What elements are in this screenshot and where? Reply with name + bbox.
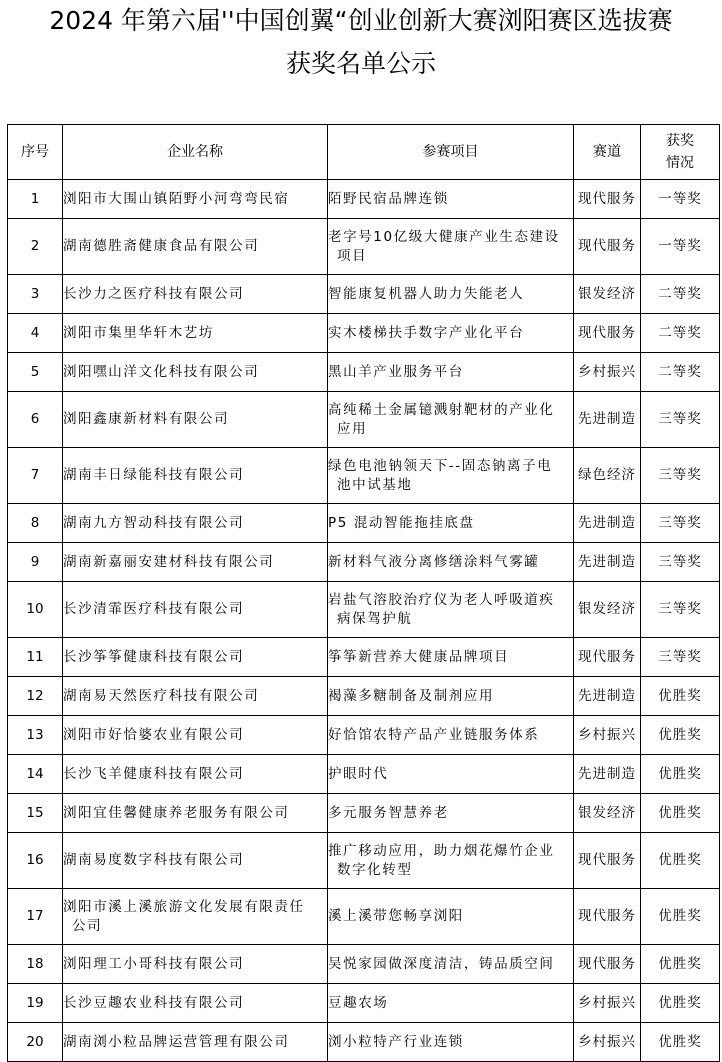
project-cell (328, 448, 574, 504)
company-name: 湖南丰日绿能科技有限公司 (63, 467, 245, 483)
table-row (8, 638, 720, 677)
award-cell: 优胜奖 (641, 889, 720, 945)
company-name-cell (63, 638, 328, 677)
project-cell (328, 716, 574, 755)
table-row (8, 275, 720, 314)
company-name-cell (63, 448, 328, 504)
track-cell: 现代服务 (574, 833, 641, 889)
row-number: 11 (8, 638, 63, 677)
track-cell: 现代服务 (574, 889, 641, 945)
table-row (8, 945, 720, 984)
row-number: 20 (8, 1023, 63, 1062)
project-name: 好恰馆农特产品产业链服务体系 (328, 726, 540, 743)
company-name: 长沙力之医疗科技有限公司 (63, 285, 245, 302)
project-cell (328, 543, 574, 582)
row-number: 2 (8, 219, 63, 275)
table-header-row (8, 125, 720, 180)
project-cell (328, 833, 574, 889)
award-cell: 三等奖 (641, 448, 720, 504)
row-number: 18 (8, 945, 63, 984)
row-number: 13 (8, 716, 63, 755)
award-cell: 优胜奖 (641, 716, 720, 755)
table-row (8, 448, 720, 504)
award-cell: 优胜奖 (641, 794, 720, 833)
track-cell: 乡村振兴 (574, 716, 641, 755)
project-name: 新材料气液分离修缮涂料气雾罐 (328, 553, 540, 570)
track-cell: 乡村振兴 (574, 984, 641, 1023)
project-name: 老字号10亿级大健康产业生态建设 (328, 228, 560, 245)
project-name-continued: 池中试基地 (337, 476, 413, 493)
project-name: 岩盐气溶胶治疗仪为老人呼吸道疾 (328, 591, 555, 608)
company-name: 湖南浏小粒品牌运营管理有限公司 (63, 1033, 290, 1050)
project-name: 筝筝新营养大健康品牌项目 (328, 648, 510, 665)
document-title-line-2: 获奖名单公示 (285, 49, 436, 78)
company-name: 湖南新嘉丽安建材科技有限公司 (63, 553, 275, 570)
track-cell: 乡村振兴 (574, 1023, 641, 1062)
company-name-cell (63, 1023, 328, 1062)
project-name-continued: 应用 (337, 420, 368, 437)
row-number: 3 (8, 275, 63, 314)
company-name-cell (63, 755, 328, 794)
project-name: 褐藻多糖制备及制剂应用 (328, 687, 495, 704)
award-cell: 三等奖 (641, 638, 720, 677)
track-cell: 现代服务 (574, 180, 641, 219)
company-name-cell (63, 392, 328, 448)
header-no: 序号 (8, 125, 63, 180)
company-name: 湖南德胜斋健康食品有限公司 (63, 238, 260, 254)
project-name: 溪上溪带您畅享浏阳 (328, 908, 464, 924)
table-row (8, 504, 720, 543)
project-cell (328, 794, 574, 833)
company-name: 湖南九方智动科技有限公司 (63, 514, 245, 531)
row-number: 15 (8, 794, 63, 833)
company-name: 长沙清霏医疗科技有限公司 (63, 601, 245, 617)
row-number: 7 (8, 448, 63, 504)
project-name: 黑山羊产业服务平台 (328, 363, 464, 380)
track-cell: 银发经济 (574, 582, 641, 638)
company-name: 浏阳市大围山镇陌野小河弯弯民宿 (63, 190, 290, 207)
company-name-cell (63, 353, 328, 392)
header-award-line-2: 情况 (666, 155, 694, 171)
table-row (8, 582, 720, 638)
company-name: 长沙豆趣农业科技有限公司 (63, 994, 245, 1011)
table-row (8, 314, 720, 353)
company-name: 浏阳宜佳馨健康养老服务有限公司 (63, 804, 290, 821)
row-number: 9 (8, 543, 63, 582)
track-cell: 先进制造 (574, 504, 641, 543)
project-cell (328, 677, 574, 716)
award-cell: 优胜奖 (641, 677, 720, 716)
project-name: 高纯稀土金属镱溅射靶材的产业化 (328, 401, 555, 418)
company-name: 湖南易度数字科技有限公司 (63, 852, 245, 868)
row-number: 14 (8, 755, 63, 794)
company-name: 浏阳嘿山洋文化科技有限公司 (63, 363, 260, 380)
header-project: 参赛项目 (328, 125, 574, 180)
header-company: 企业名称 (63, 125, 328, 180)
project-name-continued: 数字化转型 (337, 861, 413, 878)
project-cell (328, 582, 574, 638)
project-cell (328, 275, 574, 314)
project-name: 多元服务智慧养老 (328, 804, 449, 821)
track-cell: 先进制造 (574, 755, 641, 794)
table-row (8, 1023, 720, 1062)
project-name: P5 混动智能拖挂底盘 (328, 514, 475, 531)
row-number: 4 (8, 314, 63, 353)
table-row (8, 833, 720, 889)
project-name: 推广移动应用，助力烟花爆竹企业 (328, 842, 555, 859)
company-name-cell (63, 889, 328, 945)
company-name-cell (63, 833, 328, 889)
company-name-cell (63, 275, 328, 314)
award-cell: 一等奖 (641, 180, 720, 219)
award-cell: 三等奖 (641, 504, 720, 543)
project-name: 吴悦家园做深度清洁，铸品质空间 (328, 955, 555, 972)
project-name: 智能康复机器人助力失能老人 (328, 285, 525, 302)
track-cell: 乡村振兴 (574, 353, 641, 392)
company-name: 湖南易天然医疗科技有限公司 (63, 687, 260, 704)
project-name: 实木楼梯扶手数字产业化平台 (328, 324, 525, 341)
project-cell (328, 504, 574, 543)
company-name-cell (63, 180, 328, 219)
award-cell: 一等奖 (641, 219, 720, 275)
company-name: 长沙飞羊健康科技有限公司 (63, 765, 245, 782)
table-row (8, 392, 720, 448)
project-cell (328, 755, 574, 794)
track-cell: 现代服务 (574, 314, 641, 353)
table-row (8, 794, 720, 833)
company-name: 浏阳市好恰婆农业有限公司 (63, 726, 245, 743)
company-name: 浏阳市集里华轩木艺坊 (63, 324, 214, 341)
row-number: 6 (8, 392, 63, 448)
project-name: 豆趣农场 (328, 994, 389, 1011)
award-list-table (7, 124, 720, 1062)
table-row (8, 755, 720, 794)
row-number: 10 (8, 582, 63, 638)
track-cell: 银发经济 (574, 275, 641, 314)
project-name: 陌野民宿品牌连锁 (328, 190, 449, 207)
project-name-continued: 项目 (337, 247, 368, 264)
company-name-continued: 公司 (72, 917, 103, 934)
table-row (8, 984, 720, 1023)
award-cell: 二等奖 (641, 353, 720, 392)
award-cell: 三等奖 (641, 392, 720, 448)
table-row (8, 543, 720, 582)
project-cell (328, 219, 574, 275)
company-name: 浏阳理工小哥科技有限公司 (63, 955, 245, 972)
row-number: 17 (8, 889, 63, 945)
table-row (8, 716, 720, 755)
project-cell (328, 1023, 574, 1062)
award-cell: 二等奖 (641, 275, 720, 314)
row-number: 5 (8, 353, 63, 392)
project-name: 护眼时代 (328, 765, 389, 782)
project-cell (328, 392, 574, 448)
company-name-cell (63, 504, 328, 543)
table-row (8, 889, 720, 945)
project-cell (328, 984, 574, 1023)
header-award-line-1: 获奖 (666, 133, 694, 149)
award-cell: 三等奖 (641, 543, 720, 582)
header-track: 赛道 (574, 125, 641, 180)
company-name-cell (63, 543, 328, 582)
project-cell (328, 638, 574, 677)
award-cell: 优胜奖 (641, 1023, 720, 1062)
company-name: 浏阳鑫康新材料有限公司 (63, 411, 230, 427)
company-name-cell (63, 984, 328, 1023)
table-row (8, 180, 720, 219)
track-cell: 先进制造 (574, 392, 641, 448)
project-cell (328, 945, 574, 984)
company-name: 浏阳市溪上溪旅游文化发展有限责任 (63, 898, 305, 915)
project-cell (328, 889, 574, 945)
project-cell (328, 353, 574, 392)
track-cell: 现代服务 (574, 219, 641, 275)
project-cell (328, 314, 574, 353)
track-cell: 先进制造 (574, 543, 641, 582)
header-award (641, 125, 720, 180)
company-name: 长沙筝筝健康科技有限公司 (63, 648, 245, 665)
row-number: 19 (8, 984, 63, 1023)
track-cell: 绿色经济 (574, 448, 641, 504)
award-cell: 优胜奖 (641, 945, 720, 984)
company-name-cell (63, 716, 328, 755)
table-row (8, 219, 720, 275)
award-cell: 优胜奖 (641, 833, 720, 889)
row-number: 8 (8, 504, 63, 543)
table-row (8, 353, 720, 392)
company-name-cell (63, 582, 328, 638)
company-name-cell (63, 945, 328, 984)
award-cell: 二等奖 (641, 314, 720, 353)
track-cell: 现代服务 (574, 638, 641, 677)
company-name-cell (63, 677, 328, 716)
track-cell: 先进制造 (574, 677, 641, 716)
award-cell: 优胜奖 (641, 755, 720, 794)
project-name-continued: 病保驾护航 (337, 610, 413, 627)
project-name: 浏小粒特产行业连锁 (328, 1033, 464, 1050)
row-number: 12 (8, 677, 63, 716)
company-name-cell (63, 219, 328, 275)
document-title-line-1: 2024 年第六届''中国创翼“创业创新大赛浏阳赛区选拔赛 (49, 6, 673, 35)
company-name-cell (63, 314, 328, 353)
row-number: 16 (8, 833, 63, 889)
track-cell: 银发经济 (574, 794, 641, 833)
award-cell: 优胜奖 (641, 984, 720, 1023)
company-name-cell (63, 794, 328, 833)
track-cell: 现代服务 (574, 945, 641, 984)
project-name: 绿色电池钠领天下--固态钠离子电 (328, 457, 553, 474)
row-number: 1 (8, 180, 63, 219)
project-cell (328, 180, 574, 219)
table-row (8, 677, 720, 716)
award-cell: 三等奖 (641, 582, 720, 638)
